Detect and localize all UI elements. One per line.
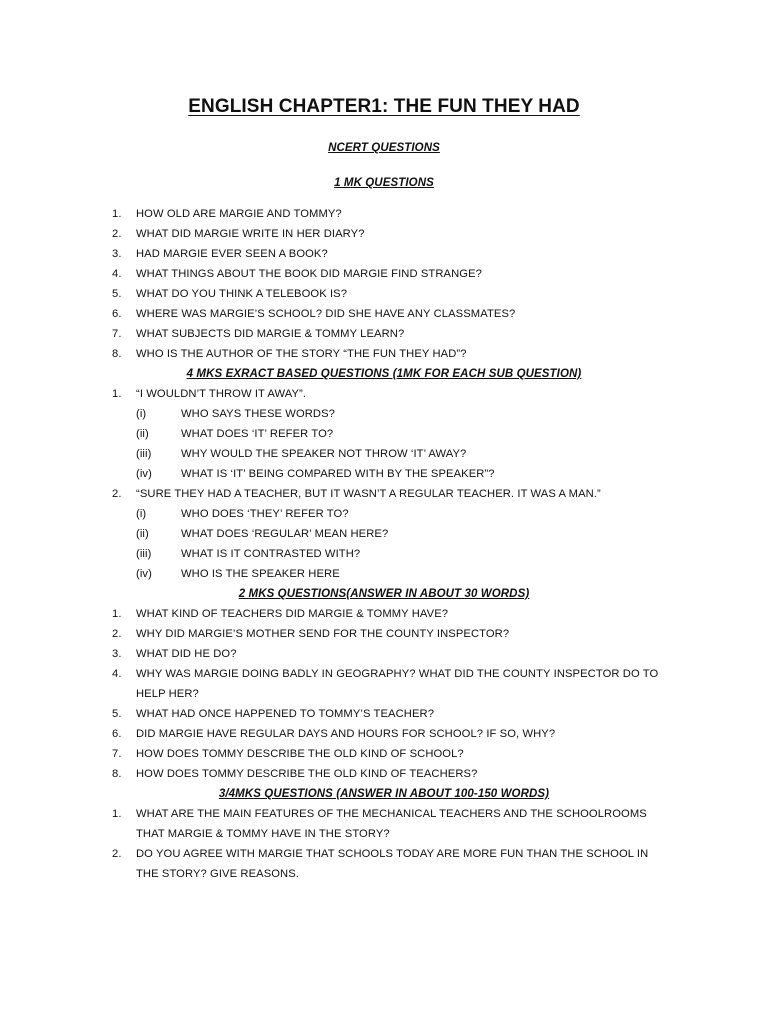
question-item bbox=[0, 844, 768, 884]
question-list-1mk bbox=[0, 204, 768, 364]
sub-question-text: WHAT IS ‘IT’ BEING COMPARED WITH BY THE SPEAKER”? bbox=[181, 468, 495, 480]
question-item bbox=[0, 744, 768, 764]
sub-question-number: (ii) bbox=[136, 428, 149, 440]
ncert-heading: NCERT QUESTIONS bbox=[328, 142, 440, 154]
question-item bbox=[0, 604, 768, 624]
question-text: WHAT KIND OF TEACHERS DID MARGIE & TOMMY HAVE? bbox=[136, 608, 449, 620]
question-text: WHAT THINGS ABOUT THE BOOK DID MARGIE FIND STRANGE? bbox=[136, 268, 482, 280]
question-number: 1. bbox=[112, 208, 122, 220]
sub-question-number: (iv) bbox=[136, 468, 152, 480]
question-number: 4. bbox=[112, 268, 122, 280]
question-item bbox=[0, 344, 768, 364]
question-item bbox=[0, 664, 768, 704]
question-text: WHAT DID HE DO? bbox=[136, 648, 237, 660]
question-item bbox=[0, 644, 768, 664]
question-item bbox=[0, 384, 768, 404]
question-text: HOW DOES TOMMY DESCRIBE THE OLD KIND OF SCHOOL? bbox=[136, 748, 464, 760]
section-heading-3-4mks: 3/4MKS QUESTIONS (ANSWER IN ABOUT 100-150 WORDS) bbox=[218, 788, 550, 800]
sub-question-text: WHO DOES ‘THEY’ REFER TO? bbox=[181, 508, 349, 520]
question-number: 4. bbox=[112, 668, 122, 680]
question-number: 3. bbox=[112, 248, 122, 260]
question-item bbox=[0, 284, 768, 304]
sub-question-text: WHO SAYS THESE WORDS? bbox=[181, 408, 335, 420]
question-text: WHERE WAS MARGIE’S SCHOOL? DID SHE HAVE ANY CLASSMATES? bbox=[136, 308, 516, 320]
sub-question bbox=[0, 464, 768, 484]
question-number: 8. bbox=[112, 348, 122, 360]
question-list-4mks-extract bbox=[0, 384, 768, 584]
question-text: HAD MARGIE EVER SEEN A BOOK? bbox=[136, 248, 328, 260]
question-item bbox=[0, 304, 768, 324]
question-item bbox=[0, 324, 768, 344]
sub-question bbox=[0, 564, 768, 584]
section-heading-1mk: 1 MK QUESTIONS bbox=[334, 177, 434, 189]
question-number: 1. bbox=[112, 808, 122, 820]
sub-question bbox=[0, 424, 768, 444]
question-text: WHAT DID MARGIE WRITE IN HER DIARY? bbox=[136, 228, 365, 240]
question-text: “SURE THEY HAD A TEACHER, BUT IT WASN’T A REGULAR TEACHER. IT WAS A MAN.” bbox=[136, 488, 601, 500]
sub-question-number: (iii) bbox=[136, 548, 152, 560]
sub-question-number: (iv) bbox=[136, 568, 152, 580]
sub-question-number: (i) bbox=[136, 408, 147, 420]
question-text: DO YOU AGREE WITH MARGIE THAT SCHOOLS TODAY ARE MORE FUN THAN THE SCHOOL IN THE STORY? GIVE REASONS. bbox=[136, 848, 649, 880]
question-number: 7. bbox=[112, 748, 122, 760]
question-item bbox=[0, 244, 768, 264]
question-text: WHAT SUBJECTS DID MARGIE & TOMMY LEARN? bbox=[136, 328, 405, 340]
page-title: ENGLISH CHAPTER1: THE FUN THEY HAD bbox=[188, 96, 580, 117]
sub-question bbox=[0, 544, 768, 564]
question-number: 6. bbox=[112, 308, 122, 320]
question-number: 6. bbox=[112, 728, 122, 740]
question-item bbox=[0, 484, 768, 504]
question-item bbox=[0, 704, 768, 724]
question-item bbox=[0, 204, 768, 224]
question-text: “I WOULDN’T THROW IT AWAY”. bbox=[136, 388, 307, 400]
sub-question bbox=[0, 404, 768, 424]
question-number: 2. bbox=[112, 628, 122, 640]
question-number: 2. bbox=[112, 488, 122, 500]
question-item bbox=[0, 804, 768, 844]
question-number: 8. bbox=[112, 768, 122, 780]
section-heading-2mks: 2 MKS QUESTIONS(ANSWER IN ABOUT 30 WORDS) bbox=[238, 588, 530, 600]
sub-question-text: WHO IS THE SPEAKER HERE bbox=[181, 568, 340, 580]
sub-question bbox=[0, 524, 768, 544]
question-item bbox=[0, 724, 768, 744]
question-number: 1. bbox=[112, 388, 122, 400]
sub-question-text: WHAT DOES ‘REGULAR’ MEAN HERE? bbox=[181, 528, 389, 540]
sub-question-text: WHAT DOES ‘IT’ REFER TO? bbox=[181, 428, 334, 440]
question-number: 2. bbox=[112, 228, 122, 240]
question-item bbox=[0, 224, 768, 244]
question-text: WHAT ARE THE MAIN FEATURES OF THE MECHANICAL TEACHERS AND THE SCHOOLROOMS THAT MARGIE & TOMMY HAVE IN THE STORY? bbox=[136, 808, 647, 840]
question-text: WHY WAS MARGIE DOING BADLY IN GEOGRAPHY? WHAT DID THE COUNTY INSPECTOR DO TO HELP HER? bbox=[136, 668, 659, 700]
sub-question-text: WHAT IS IT CONTRASTED WITH? bbox=[181, 548, 361, 560]
question-number: 3. bbox=[112, 648, 122, 660]
question-number: 5. bbox=[112, 708, 122, 720]
question-item bbox=[0, 764, 768, 784]
question-text: WHAT DO YOU THINK A TELEBOOK IS? bbox=[136, 288, 348, 300]
question-text: DID MARGIE HAVE REGULAR DAYS AND HOURS FOR SCHOOL? IF SO, WHY? bbox=[136, 728, 556, 740]
question-number: 5. bbox=[112, 288, 122, 300]
sub-question-number: (i) bbox=[136, 508, 147, 520]
sub-question bbox=[0, 444, 768, 464]
question-flow bbox=[0, 204, 768, 884]
question-text: WHAT HAD ONCE HAPPENED TO TOMMY’S TEACHER? bbox=[136, 708, 435, 720]
question-text: HOW DOES TOMMY DESCRIBE THE OLD KIND OF TEACHERS? bbox=[136, 768, 478, 780]
question-item bbox=[0, 264, 768, 284]
section-heading-4mks-extract: 4 MKS EXRACT BASED QUESTIONS (1MK FOR EACH SUB QUESTION) bbox=[186, 368, 582, 380]
sub-question bbox=[0, 504, 768, 524]
question-list-3-4mks bbox=[0, 804, 768, 884]
question-text: WHO IS THE AUTHOR OF THE STORY “THE FUN THEY HAD”? bbox=[136, 348, 467, 360]
question-number: 7. bbox=[112, 328, 122, 340]
extract-question bbox=[0, 484, 768, 584]
question-text: WHY DID MARGIE’S MOTHER SEND FOR THE COUNTY INSPECTOR? bbox=[136, 628, 510, 640]
sub-question-text: WHY WOULD THE SPEAKER NOT THROW ‘IT’ AWAY? bbox=[181, 448, 467, 460]
question-number: 1. bbox=[112, 608, 122, 620]
sub-question-number: (iii) bbox=[136, 448, 152, 460]
question-item bbox=[0, 624, 768, 644]
question-number: 2. bbox=[112, 848, 122, 860]
sub-question-number: (ii) bbox=[136, 528, 149, 540]
extract-question bbox=[0, 384, 768, 484]
question-text: HOW OLD ARE MARGIE AND TOMMY? bbox=[136, 208, 342, 220]
question-list-2mks bbox=[0, 604, 768, 784]
